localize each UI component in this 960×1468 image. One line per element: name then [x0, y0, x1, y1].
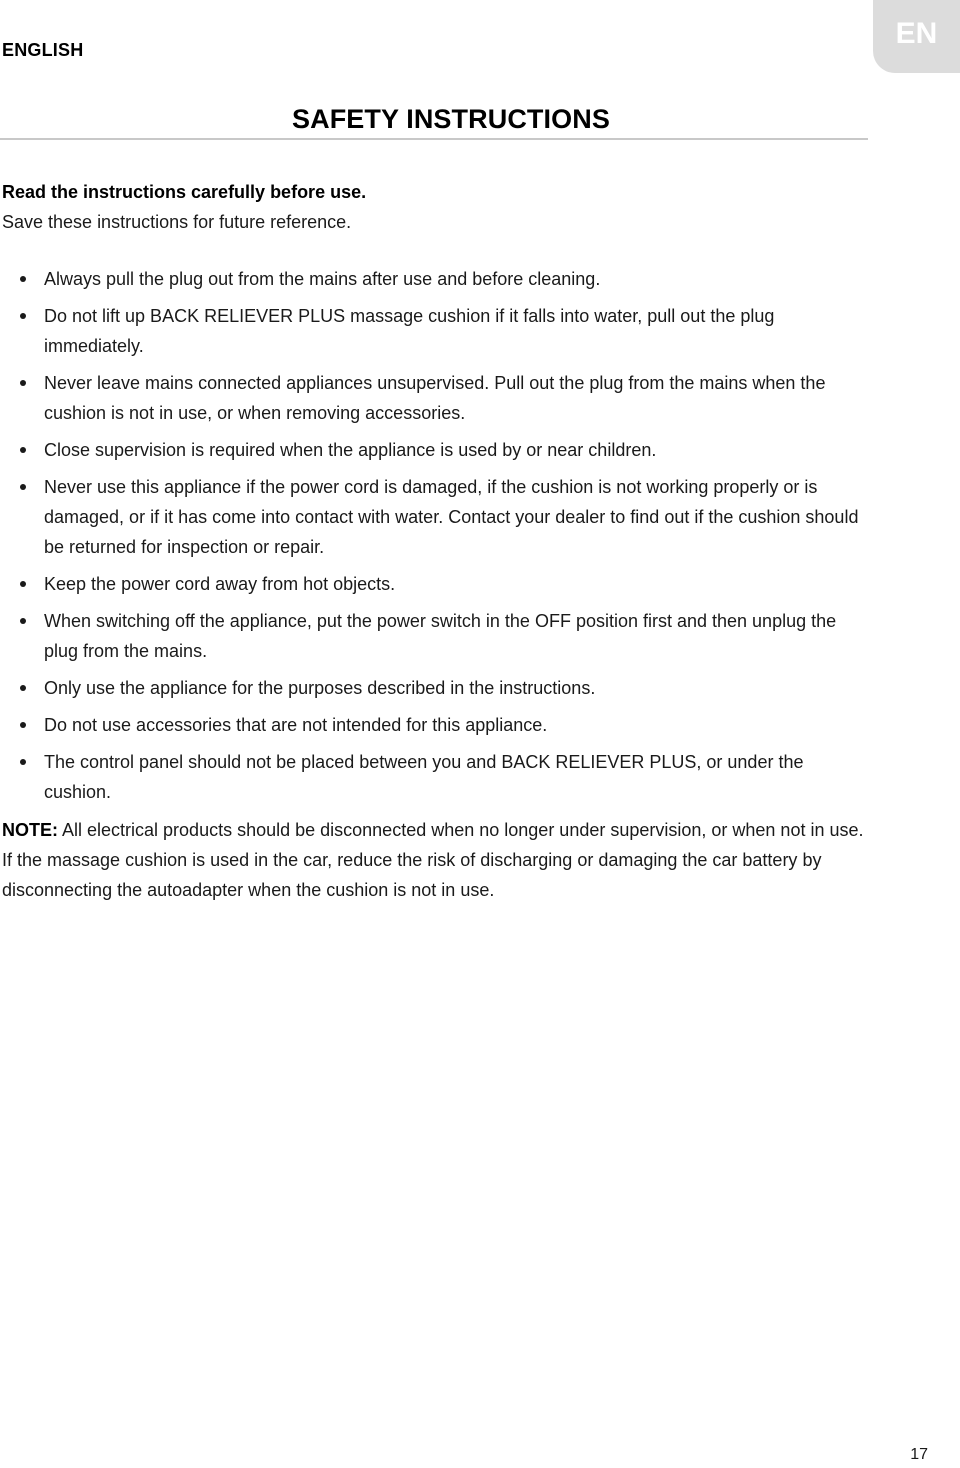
list-item-text: The control panel should not be placed between you and BACK RELIEVER PLUS, or under the cushion. — [44, 752, 804, 802]
bullet-icon — [20, 484, 26, 490]
bullet-icon — [20, 759, 26, 765]
language-label: ENGLISH — [2, 40, 84, 60]
language-tab-label: EN — [895, 16, 938, 50]
list-item — [0, 606, 866, 666]
list-item — [0, 673, 866, 703]
note-text: All electrical products should be disconnected when no longer under supervision, or when not in use. If the massage cushion is used in the car, reduce the risk of discharging or damaging the car battery by disconnecting the autoadapter when the cushion is not in use. — [2, 820, 864, 900]
list-item-text: Only use the appliance for the purposes described in the instructions. — [44, 678, 596, 698]
intro-reference: Save these instructions for future reference. — [2, 212, 352, 232]
list-item — [0, 435, 866, 465]
list-item-text: Never use this appliance if the power cord is damaged, if the cushion is not working properly or is damaged, or if it has come into contact with water. Contact your dealer to find out if the cushion should be returned for inspection or repair. — [44, 477, 859, 557]
bullet-icon — [20, 722, 26, 728]
list-item-text: Do not use accessories that are not intended for this appliance. — [44, 715, 548, 735]
bullet-icon — [20, 618, 26, 624]
bullet-icon — [20, 447, 26, 453]
list-item — [0, 569, 866, 599]
bullet-icon — [20, 581, 26, 587]
note-label: NOTE: — [2, 820, 58, 840]
list-item-text: Never leave mains connected appliances unsupervised. Pull out the plug from the mains when the cushion is not in use, or when removing accessories. — [44, 373, 826, 423]
list-item — [0, 472, 866, 562]
list-item-text: Always pull the plug out from the mains after use and before cleaning. — [44, 269, 601, 289]
note-paragraph — [2, 815, 864, 905]
intro — [2, 177, 862, 237]
list-item — [0, 710, 866, 740]
list-item — [0, 264, 866, 294]
list-item-text: Keep the power cord away from hot objects. — [44, 574, 396, 594]
bullet-icon — [20, 276, 26, 282]
bullet-icon — [20, 380, 26, 386]
list-item — [0, 368, 866, 428]
list-item — [0, 747, 866, 807]
language-tab — [873, 0, 960, 73]
safety-list — [0, 264, 866, 814]
list-item-text: When switching off the appliance, put the power switch in the OFF position first and then unplug the plug from the mains. — [44, 611, 837, 661]
bullet-icon — [20, 313, 26, 319]
list-item-text: Close supervision is required when the appliance is used by or near children. — [44, 440, 657, 460]
intro-warning: Read the instructions carefully before use. — [2, 182, 367, 202]
page-title: SAFETY INSTRUCTIONS — [292, 104, 610, 134]
list-item — [0, 301, 866, 361]
page-number: 17 — [910, 1446, 928, 1463]
title-divider — [0, 138, 868, 140]
list-item-text: Do not lift up BACK RELIEVER PLUS massage cushion if it falls into water, pull out the plug immediately. — [44, 306, 775, 356]
bullet-icon — [20, 685, 26, 691]
